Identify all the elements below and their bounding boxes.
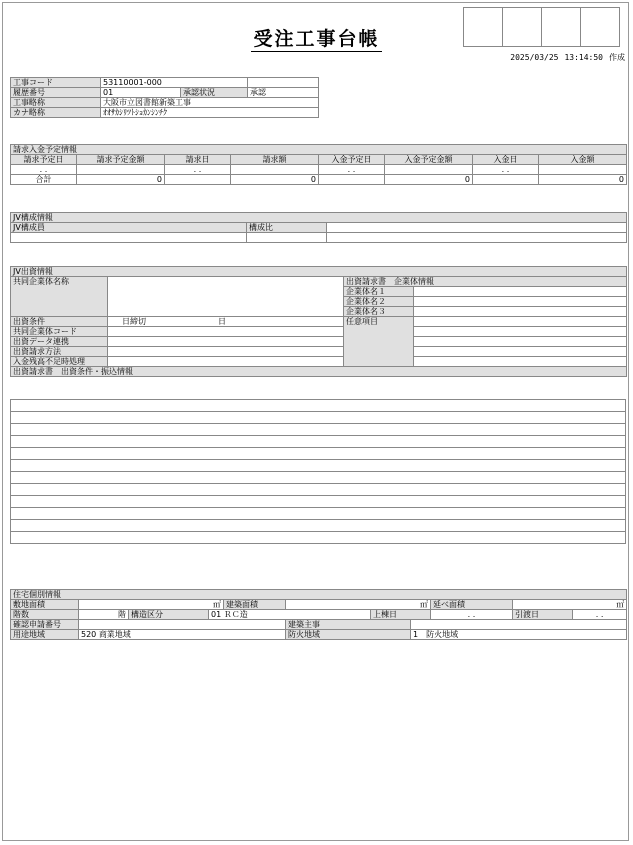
terms-label: 出資条件 [11, 317, 108, 327]
jv-section-title: JV構成情報 [11, 213, 627, 223]
billing-header: 入金日 [473, 155, 539, 165]
company3-label: 企業体名３ [344, 307, 414, 317]
label-shonin: 承認状況 [181, 88, 248, 98]
owner-label: 建築主事 [286, 620, 411, 630]
transfer-info-label: 出資請求書 出資条件・振込情報 [11, 367, 627, 377]
created-timestamp: 2025/03/25 13:14:50 作成 [510, 53, 625, 62]
blank-line [11, 532, 626, 544]
handover-value: . . [573, 610, 627, 620]
billing-total-value: 0 [77, 175, 165, 185]
shonin-value: 承認 [248, 88, 319, 98]
blank-line [11, 484, 626, 496]
housing-table [10, 589, 627, 640]
handover-label: 引渡日 [513, 610, 573, 620]
rireki-value: 01 [101, 88, 181, 98]
stamp-box [463, 7, 503, 47]
billing-table [10, 144, 627, 185]
building-area-label: 建築面積 [224, 600, 286, 610]
company1-label: 企業体名１ [344, 287, 414, 297]
structure-value: 01 ＲＣ造 [209, 610, 371, 620]
use-value: 520 商業地域 [79, 630, 286, 640]
billing-header: 請求予定日 [11, 155, 77, 165]
site-area-label: 敷地面積 [11, 600, 79, 610]
basic-info-table [10, 77, 319, 118]
page-title: 受注工事台帳 [253, 28, 380, 50]
billing-date-cell: . . [473, 165, 539, 175]
floors-label: 階数 [11, 610, 79, 620]
billing-header: 入金予定日 [319, 155, 385, 165]
jv-invest-section-title: JV出資情報 [11, 267, 627, 277]
billing-header: 請求予定金額 [77, 155, 165, 165]
ridge-label: 上棟日 [371, 610, 431, 620]
blank-line [11, 436, 626, 448]
data-link-label: 出資データ連携 [11, 337, 108, 347]
billing-date-cell: . . [319, 165, 385, 175]
floors-value: 階 [79, 610, 129, 620]
blank-line [11, 496, 626, 508]
terms-value: 日締切 日 [108, 317, 344, 327]
fire-value: 1 防火地域 [411, 630, 627, 640]
blank-line [11, 460, 626, 472]
billing-method-label: 出資請求方法 [11, 347, 108, 357]
billing-total-value: 0 [385, 175, 473, 185]
company2-label: 企業体名２ [344, 297, 414, 307]
partner-code-label: 共同企業体コード [11, 327, 108, 337]
site-area-value: ㎡ [79, 600, 224, 610]
stamp-box [541, 7, 581, 47]
koji-code-value: 53110001-000 [101, 78, 248, 88]
label-ryakusho: 工事略称 [11, 98, 101, 108]
billing-section-title: 請求入金予定情報 [11, 145, 627, 155]
use-label: 用途地域 [11, 630, 79, 640]
billing-header: 入金予定金額 [385, 155, 473, 165]
blank-line [11, 400, 626, 412]
billing-total-value: 0 [539, 175, 627, 185]
invoice-info-label: 出資請求書 企業体情報 [344, 277, 627, 287]
building-area-value: ㎡ [286, 600, 431, 610]
ridge-value: . . [431, 610, 513, 620]
transfer-info-lines [10, 399, 626, 544]
billing-date-cell: . . [11, 165, 77, 175]
blank-line [11, 520, 626, 532]
stamp-box [502, 7, 542, 47]
jv-member-label: JV構成員 [11, 223, 247, 233]
billing-header: 入金額 [539, 155, 627, 165]
jv-ratio-label: 構成比 [247, 223, 327, 233]
housing-section-title: 住宅個別情報 [11, 590, 627, 600]
confirm-label: 確認申請番号 [11, 620, 79, 630]
billing-total-value: 0 [231, 175, 319, 185]
fire-label: 防火地域 [286, 630, 411, 640]
shortage-label: 入金残高不足時処理 [11, 357, 108, 367]
jv-table [10, 212, 627, 243]
blank-line [11, 508, 626, 520]
optional-label: 任意項目 [344, 317, 414, 367]
label-kana: カナ略称 [11, 108, 101, 118]
blank-line [11, 424, 626, 436]
approval-stamp-boxes [463, 7, 620, 47]
kana-value: ｵｵｻｶｼﾘﾂﾄｼｮｶﾝｼﾝﾁｸ [101, 108, 319, 118]
billing-date-cell: . . [165, 165, 231, 175]
label-rireki: 履歴番号 [11, 88, 101, 98]
label-koji-code: 工事コード [11, 78, 101, 88]
blank-line [11, 448, 626, 460]
floor-area-label: 延べ面積 [431, 600, 513, 610]
blank-line [11, 472, 626, 484]
stamp-box [580, 7, 620, 47]
structure-label: 構造区分 [129, 610, 209, 620]
billing-total-label: 合計 [11, 175, 77, 185]
floor-area-value: ㎡ [513, 600, 627, 610]
billing-header: 請求日 [165, 155, 231, 165]
blank-line [11, 412, 626, 424]
partner-name-label: 共同企業体名称 [11, 277, 108, 317]
billing-header: 請求額 [231, 155, 319, 165]
ryakusho-value: 大阪市立図書館新築工事 [101, 98, 319, 108]
jv-invest-table [10, 266, 627, 377]
